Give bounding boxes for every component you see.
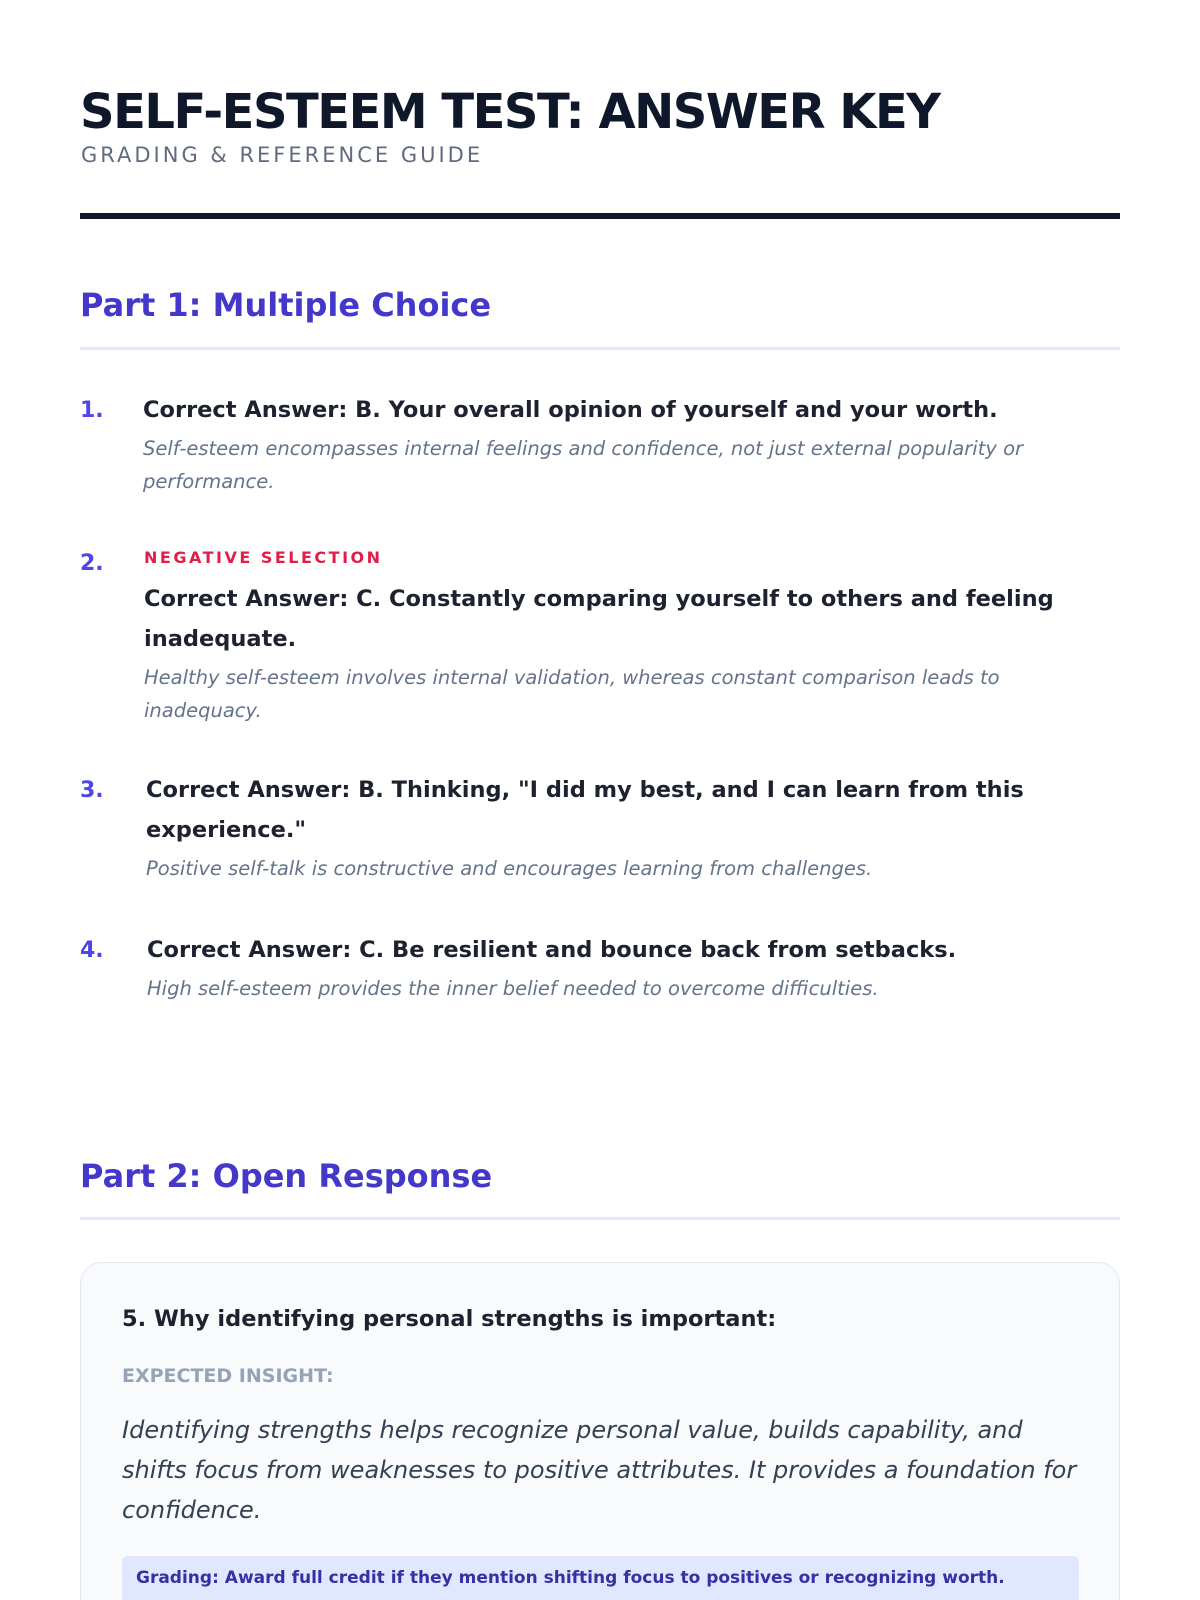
document-title: SELF-ESTEEM TEST: ANSWER KEY	[80, 84, 940, 140]
correct-answer: Correct Answer: C. Be resilient and bounce back from setbacks.	[147, 937, 957, 963]
correct-answer: Correct Answer: C. Constantly comparing yourself to others and feeling inadequate.	[144, 586, 1054, 652]
section-divider-part1	[80, 347, 1120, 350]
open-response-card	[80, 1262, 1120, 1600]
title-divider	[80, 213, 1120, 219]
question-number: 4.	[80, 938, 104, 963]
answer-explanation: Self-esteem encompasses internal feelings and confidence, not just external popularity or performance.	[143, 437, 1024, 493]
grading-note: Grading: Award full credit if they mention shifting focus to positives or recognizing worth.	[136, 1568, 1005, 1588]
section-divider-part2	[80, 1217, 1120, 1220]
open-response-question: 5. Why identifying personal strengths is important:	[122, 1306, 777, 1332]
answer-explanation: Healthy self-esteem involves internal validation, whereas constant comparison leads to inadequacy.	[144, 666, 1000, 722]
question-item-2	[144, 548, 1104, 727]
correct-answer: Correct Answer: B. Your overall opinion of yourself and your worth.	[143, 397, 998, 423]
document-subtitle: GRADING & REFERENCE GUIDE	[81, 143, 484, 167]
question-number: 1.	[80, 398, 104, 423]
section-heading-part1: Part 1: Multiple Choice	[80, 286, 492, 324]
expected-insight-text: Identifying strengths helps recognize personal value, builds capability, and shifts focus from weaknesses to positive attributes. It provides a foundation for confidence.	[122, 1416, 1077, 1524]
question-item-3	[146, 770, 1106, 885]
negative-selection-tag: NEGATIVE SELECTION	[144, 548, 383, 567]
section-heading-part2: Part 2: Open Response	[80, 1157, 493, 1195]
question-item-4	[147, 930, 1107, 1005]
grading-note-box	[122, 1556, 1079, 1600]
question-number: 2.	[80, 551, 104, 576]
answer-explanation: Positive self-talk is constructive and encourages learning from challenges.	[146, 857, 873, 880]
question-item-1	[143, 390, 1103, 498]
expected-insight-label: EXPECTED INSIGHT:	[122, 1365, 334, 1387]
correct-answer: Correct Answer: B. Thinking, "I did my best, and I can learn from this experience."	[146, 777, 1024, 843]
answer-explanation: High self-esteem provides the inner belief needed to overcome difficulties.	[147, 977, 879, 1000]
question-number: 3.	[80, 778, 104, 803]
